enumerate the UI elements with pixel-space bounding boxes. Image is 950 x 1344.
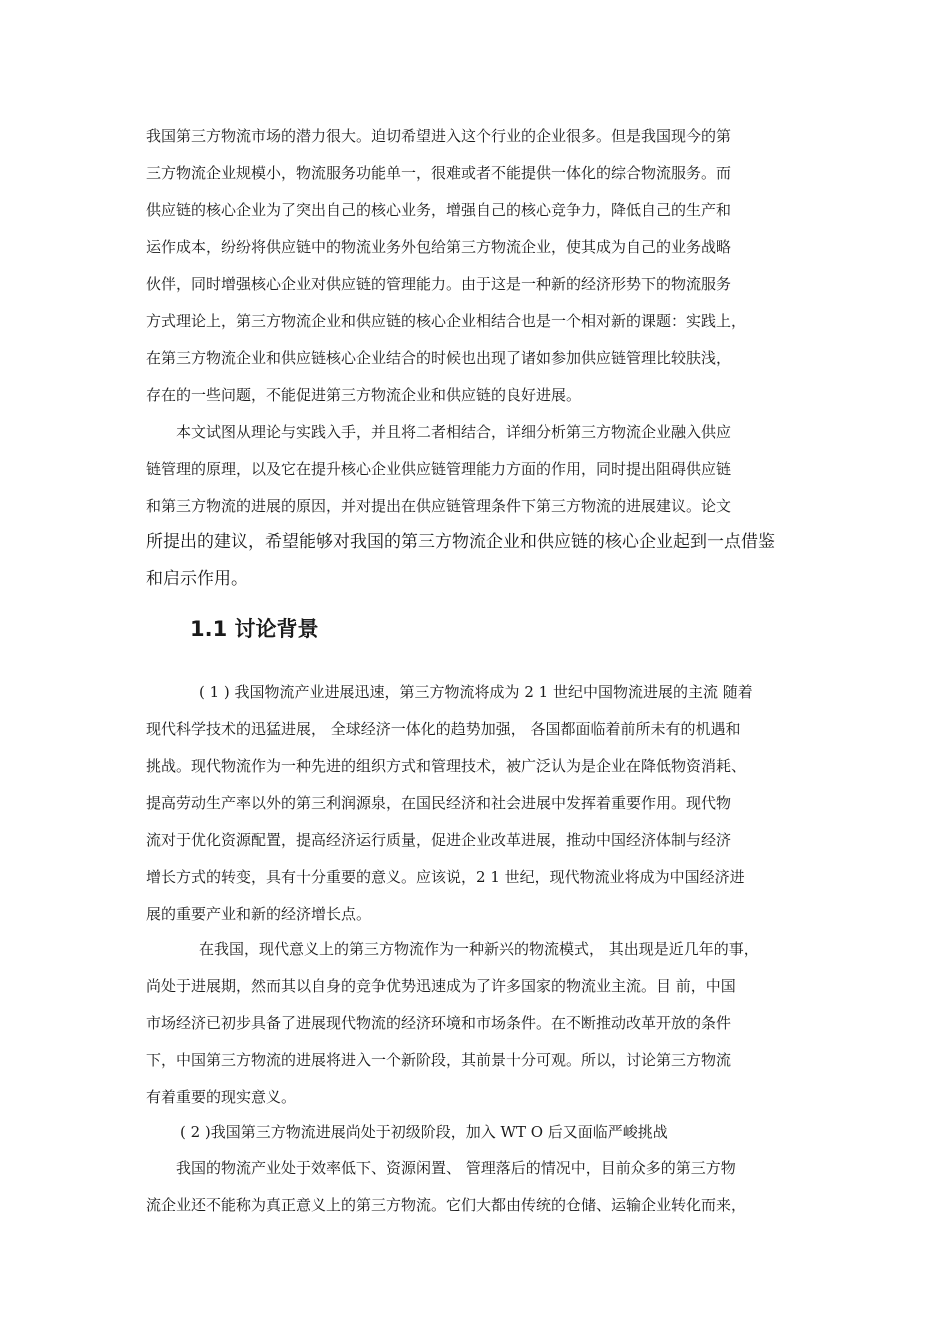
body-text-line: 在第三方物流企业和供应链核心企业结合的时候也出现了诸如参加供应链管理比较肤浅，	[146, 349, 732, 367]
body-text-line: 下，中国第三方物流的进展将进入一个新阶段，其前景十分可观。所以，讨论第三方物流	[146, 1051, 732, 1069]
body-text-line: 供应链的核心企业为了突出自己的核心业务，增强自己的核心竞争力，降低自己的生产和	[146, 201, 732, 219]
body-text-line: 和第三方物流的进展的原因，并对提出在供应链管理条件下第三方物流的进展建议。论文	[146, 497, 732, 515]
body-text-line: 流对于优化资源配置，提高经济运行质量，促进企业改革进展，推动中国经济体制与经济	[146, 831, 732, 849]
body-text-line: 伙伴，同时增强核心企业对供应链的管理能力。由于这是一种新的经济形势下的物流服务	[146, 275, 732, 293]
body-text-line: 方式理论上，第三方物流企业和供应链的核心企业相结合也是一个相对新的课题：实践上，	[146, 312, 747, 330]
body-text-line: 运作成本，纷纷将供应链中的物流业务外包给第三方物流企业，使其成为自己的业务战略	[146, 238, 732, 256]
body-text-line: 链管理的原理，以及它在提升核心企业供应链管理能力方面的作用，同时提出阻碍供应链	[146, 460, 732, 478]
body-text-line: 展的重要产业和新的经济增长点。	[146, 905, 372, 923]
body-text-line: 现代科学技术的迅猛进展， 全球经济一体化的趋势加强， 各国都面临着前所未有的机遇和	[146, 720, 741, 738]
section-heading: 1.1 讨论背景	[190, 617, 319, 641]
body-text-line: 尚处于进展期，然而其以自身的竞争优势迅速成为了许多国家的物流业主流。目 前，中国	[146, 977, 736, 995]
body-text-line: 和启示作用。	[146, 569, 248, 589]
body-text-line: 增长方式的转变，具有十分重要的意义。应该说，2 1 世纪，现代物流业将成为中国经济进	[146, 868, 745, 886]
body-text-line: 三方物流企业规模小，物流服务功能单一，很难或者不能提供一体化的综合物流服务。而	[146, 164, 732, 182]
body-text-line: 存在的一些问题，不能促进第三方物流企业和供应链的良好进展。	[146, 386, 582, 404]
body-text-line: 本文试图从理论与实践入手，并且将二者相结合，详细分析第三方物流企业融入供应	[176, 423, 732, 441]
body-text-line: 挑战。现代物流作为一种先进的组织方式和管理技术，被广泛认为是企业在降低物资消耗、	[146, 757, 747, 775]
body-text-line: 提高劳动生产率以外的第三利润源泉，在国民经济和社会进展中发挥着重要作用。现代物	[146, 794, 732, 812]
body-text-line: 市场经济已初步具备了进展现代物流的经济环境和市场条件。在不断推动改革开放的条件	[146, 1014, 732, 1032]
body-text-line: 我国的物流产业处于效率低下、资源闲置、 管理落后的情况中，目前众多的第三方物	[176, 1159, 736, 1177]
body-text-line: ( 2 )我国第三方物流进展尚处于初级阶段，加入 WT O 后又面临严峻挑战	[180, 1123, 668, 1141]
body-text-line: ( 1 ) 我国物流产业进展迅速，第三方物流将成为 2 1 世纪中国物流进展的主流 随着	[199, 683, 753, 701]
body-text-line: 所提出的建议，希望能够对我国的第三方物流企业和供应链的核心企业起到一点借鉴	[146, 532, 775, 552]
body-text-line: 流企业还不能称为真正意义上的第三方物流。它们大都由传统的仓储、运输企业转化而来，	[146, 1196, 747, 1214]
body-text-line: 在我国，现代意义上的第三方物流作为一种新兴的物流模式， 其出现是近几年的事，	[199, 940, 759, 958]
body-text-line: 有着重要的现实意义。	[146, 1088, 297, 1106]
body-text-line: 我国第三方物流市场的潜力很大。迫切希望进入这个行业的企业很多。但是我国现今的第	[146, 127, 732, 145]
